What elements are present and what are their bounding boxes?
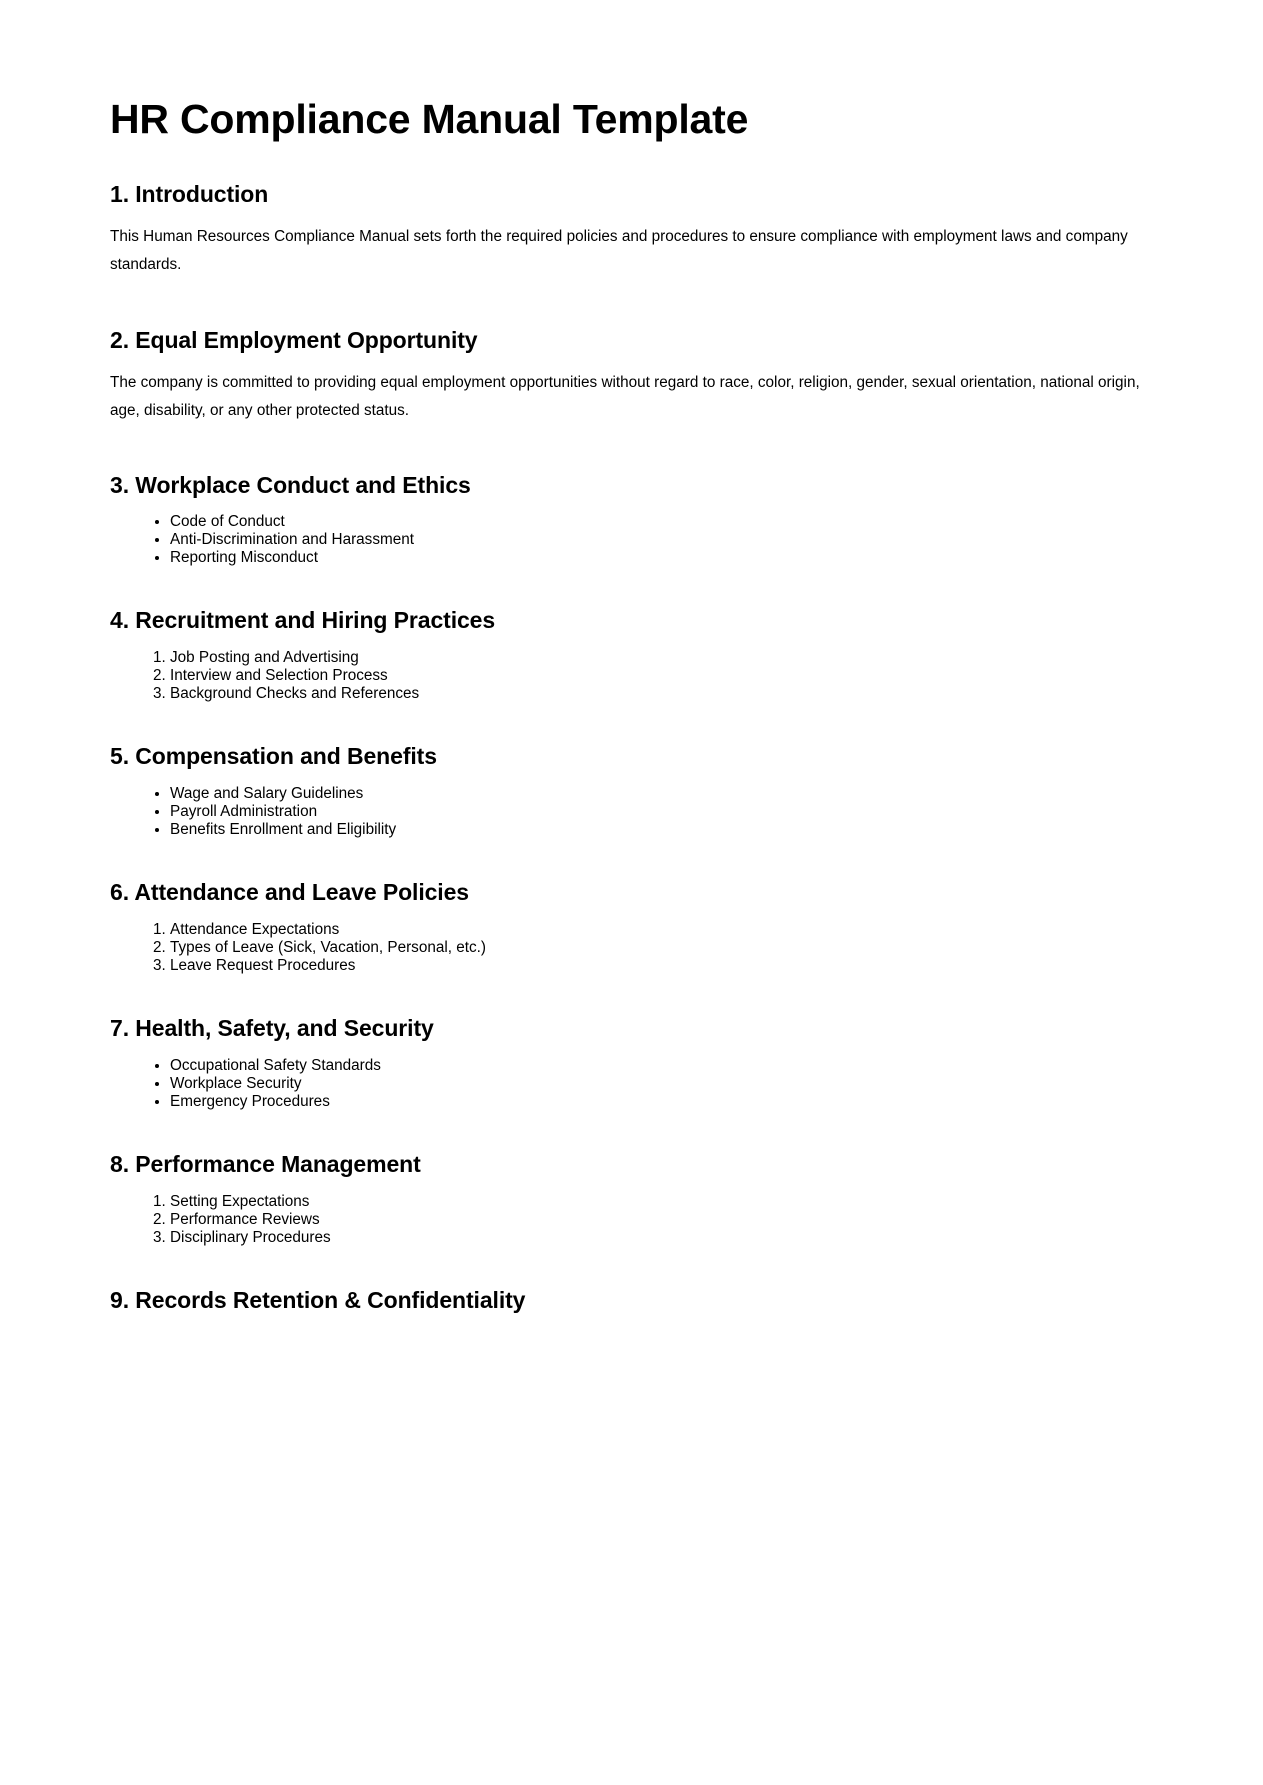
list-item: • Code of Conduct [170,513,1153,531]
section-numbered-list [110,649,1153,703]
section-heading: 9. Records Retention & Confidentiality [110,1287,526,1314]
list-item: 2. Interview and Selection Process [170,667,1153,685]
section-health-safety-and-security [110,1015,1153,1111]
list-item: • Anti-Discrimination and Harassment [170,531,1153,549]
list-item: 1. Setting Expectations [170,1193,1153,1211]
section-bullet-list [110,1057,1153,1111]
list-item: • Benefits Enrollment and Eligibility [170,821,1153,839]
section-attendance-and-leave-policies [110,879,1153,975]
section-heading: 1. Introduction [110,181,269,208]
list-item: • Payroll Administration [170,803,1153,821]
list-item: • Wage and Salary Guidelines [170,785,1153,803]
section-heading: 3. Workplace Conduct and Ethics [110,471,471,498]
section-heading: 2. Equal Employment Opportunity [110,327,478,354]
section-paragraph: This Human Resources Compliance Manual sets forth the required policies and procedures to ensure compliance with employment laws and company standards. [110,227,1128,274]
list-item: • Occupational Safety Standards [170,1057,1153,1075]
section-workplace-conduct-and-ethics [110,472,1153,568]
list-item: 1. Job Posting and Advertising [170,649,1153,667]
section-heading: 6. Attendance and Leave Policies [110,879,469,906]
section-heading: 5. Compensation and Benefits [110,743,437,770]
section-heading: 8. Performance Management [110,1151,421,1178]
list-item: 3. Leave Request Procedures [170,957,1153,975]
section-heading: 7. Health, Safety, and Security [110,1015,434,1042]
section-bullet-list [110,785,1153,839]
section-introduction [110,181,1153,279]
list-item: 2. Types of Leave (Sick, Vacation, Personal, etc.) [170,939,1153,957]
list-item: 2. Performance Reviews [170,1211,1153,1229]
list-item: • Emergency Procedures [170,1093,1153,1111]
list-item: 3. Background Checks and References [170,685,1153,703]
section-heading: 4. Recruitment and Hiring Practices [110,607,496,634]
section-equal-employment-opportunity [110,327,1153,425]
list-item: 3. Disciplinary Procedures [170,1229,1153,1247]
list-item: • Reporting Misconduct [170,549,1153,567]
section-performance-management [110,1151,1153,1247]
list-item: • Workplace Security [170,1075,1153,1093]
section-compensation-and-benefits [110,743,1153,839]
section-paragraph: The company is committed to providing equal employment opportunities without regard to race, color, religion, gender, sexual orientation, national origin, age, disability, or any other protected status. [110,373,1140,420]
page-title: HR Compliance Manual Template [110,96,749,142]
section-numbered-list [110,921,1153,975]
section-recruitment-and-hiring-practices [110,607,1153,703]
list-item: 1. Attendance Expectations [170,921,1153,939]
section-bullet-list [110,513,1153,567]
section-records-retention-and-confidentiality [110,1287,1153,1315]
section-numbered-list [110,1193,1153,1247]
